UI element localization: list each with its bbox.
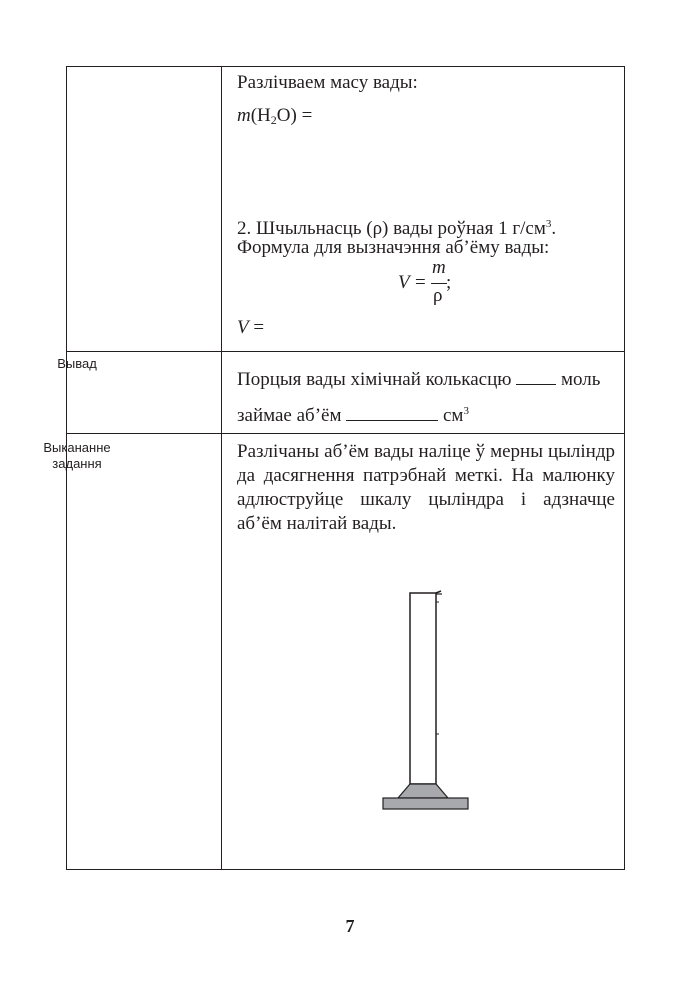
- cylinder-base-plate: [383, 798, 468, 809]
- row-divider-2: [67, 433, 624, 434]
- density-statement: 2. Шчыльнасць (ρ) вады роўная 1 $г/см^3$.: [237, 218, 557, 239]
- task-instructions: Разлічаны аб’ём вады наліце ў мерны цыліндр да дасягнення патрэбнай меткі. На малюнку адлюструйце шкалу цыліндра і адзначце аб’ём налітай вады.: [237, 441, 615, 534]
- task-label-line-1: Выкананне: [43, 440, 111, 455]
- fraction-bar: [431, 283, 447, 284]
- page-number: 7: [345, 916, 355, 936]
- volume-formula-intro: Формула для вызначэння аб’ёму вады:: [237, 237, 550, 258]
- column-divider: [221, 67, 222, 869]
- moles-blank[interactable]: [516, 370, 556, 385]
- conclusion-line-2: займае аб’ём $см^3$: [237, 405, 469, 426]
- volume-blank[interactable]: [346, 406, 438, 421]
- fraction-numerator: m: [432, 257, 446, 278]
- cylinder-body: [410, 593, 436, 784]
- conclusion-label: Вывад: [57, 356, 97, 371]
- row-divider-1: [67, 351, 624, 352]
- cylinder-spout: [436, 591, 441, 593]
- cylinder-base-cone: [398, 784, 448, 798]
- fraction-denominator: ρ: [433, 285, 443, 306]
- task-label: [0, 440, 154, 472]
- measuring-cylinder-icon: [378, 588, 474, 816]
- task-label-line-2: задання: [52, 456, 102, 471]
- volume-result: V =: [237, 317, 265, 338]
- calc-mass-heading: Разлічваем масу вады:: [237, 72, 418, 93]
- mass-formula: $m(H_2O)$ =: [237, 105, 313, 127]
- conclusion-line-1: Порцыя вады хімічнай колькасцю моль: [237, 369, 601, 390]
